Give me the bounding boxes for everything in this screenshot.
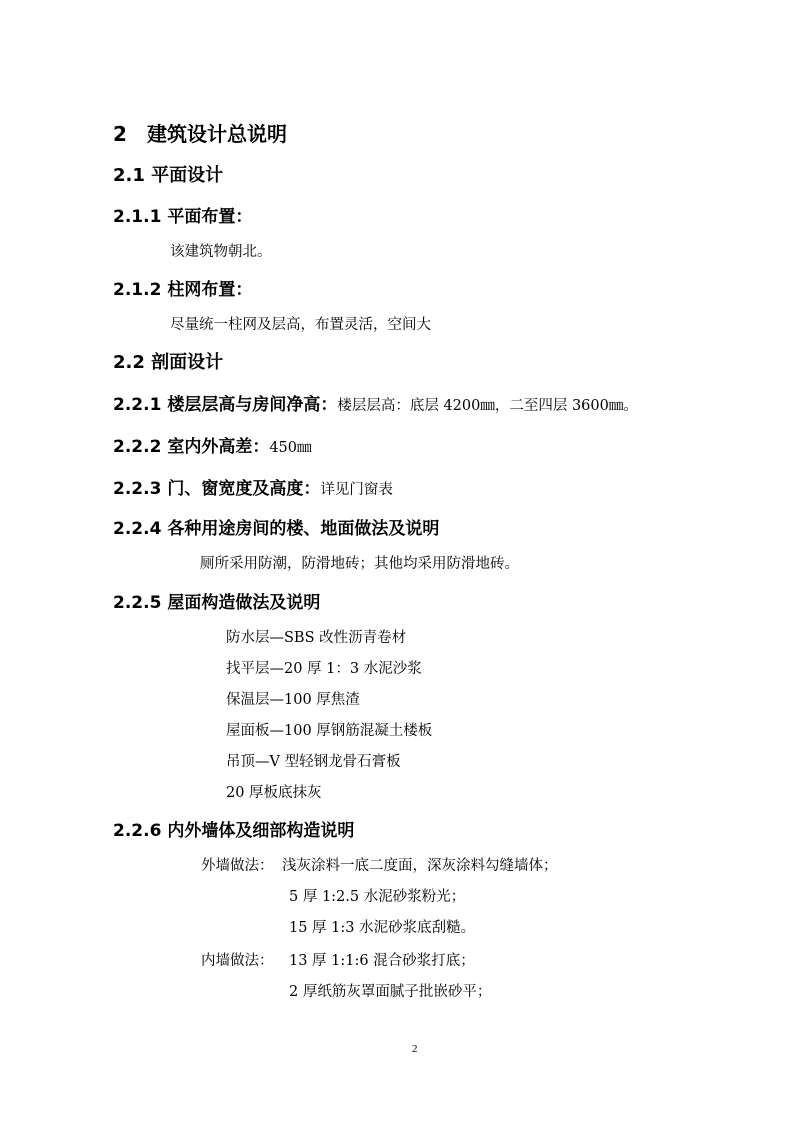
- chapter-title: 建筑设计总说明: [147, 122, 287, 146]
- list-item-roof-6: 20 厚板底抹灰: [226, 785, 322, 801]
- subsection-heading-2-2-2: 2.2.2 室内外高差：: [113, 437, 270, 457]
- list-item-roof-1: 防水层—SBS 改性沥青卷材: [226, 630, 407, 646]
- inline-text-2-2-3: 详见门窗表: [320, 482, 393, 498]
- list-item-roof-4: 屋面板—100 厚钢筋混凝土楼板: [226, 723, 433, 739]
- subsection-2-2-2: [113, 437, 312, 457]
- interior-wall-item-1: 2 厚纸筋灰罩面腻子批嵌砂平；: [289, 984, 492, 1000]
- exterior-wall-text: 浅灰涂料一底二度面，深灰涂料勾缝墙体；: [282, 858, 558, 874]
- paragraph-2-1-2: 尽量统一柱网及层高，布置灵活，空间大: [170, 317, 431, 333]
- subsection-heading-2-2-4: 2.2.4 各种用途房间的楼、地面做法及说明: [113, 519, 440, 539]
- exterior-wall-item-2: 15 厚 1:3 水泥砂浆底刮糙。: [289, 920, 476, 936]
- list-item-roof-3: 保温层—100 厚焦渣: [226, 692, 360, 708]
- subsection-heading-2-2-5: 2.2.5 屋面构造做法及说明: [113, 593, 321, 613]
- exterior-wall-item-1: 5 厚 1:2.5 水泥砂浆粉光；: [289, 889, 466, 905]
- subsection-heading-2-1-1: 2.1.1 平面布置：: [113, 207, 253, 227]
- exterior-wall-label: 外墙做法：: [201, 858, 274, 874]
- chapter-number: 2: [113, 122, 127, 146]
- interior-wall-label: 内墙做法：: [201, 953, 274, 969]
- list-item-roof-5: 吊顶—V 型轻钢龙骨石膏板: [226, 754, 401, 770]
- inline-text-2-2-1: 楼层层高：底层 4200㎜，二至四层 3600㎜。: [337, 398, 638, 414]
- subsection-heading-2-2-6: 2.2.6 内外墙体及细部构造说明: [113, 821, 355, 841]
- subsection-heading-2-1-2: 2.1.2 柱网布置：: [113, 280, 253, 300]
- interior-wall-text: 13 厚 1:1:6 混合砂浆打底；: [289, 953, 475, 969]
- subsection-heading-2-2-1: 2.2.1 楼层层高与房间净高：: [113, 395, 338, 415]
- page-number: 2: [412, 1043, 418, 1055]
- paragraph-2-2-4: 厕所采用防潮，防滑地砖；其他均采用防滑地砖。: [200, 556, 519, 572]
- paragraph-2-1-1: 该建筑物朝北。: [170, 244, 272, 260]
- subsection-2-2-1: [113, 395, 638, 415]
- inline-text-2-2-2: 450㎜: [269, 440, 312, 456]
- list-item-roof-2: 找平层—20 厚 1：3 水泥沙浆: [226, 661, 422, 677]
- subsection-heading-2-2-3: 2.2.3 门、窗宽度及高度：: [113, 479, 321, 499]
- section-heading-2-2: 2.2 剖面设计: [113, 352, 224, 373]
- chapter-heading: [113, 122, 287, 146]
- section-heading-2-1: 2.1 平面设计: [113, 165, 224, 186]
- subsection-2-2-3: [113, 479, 393, 499]
